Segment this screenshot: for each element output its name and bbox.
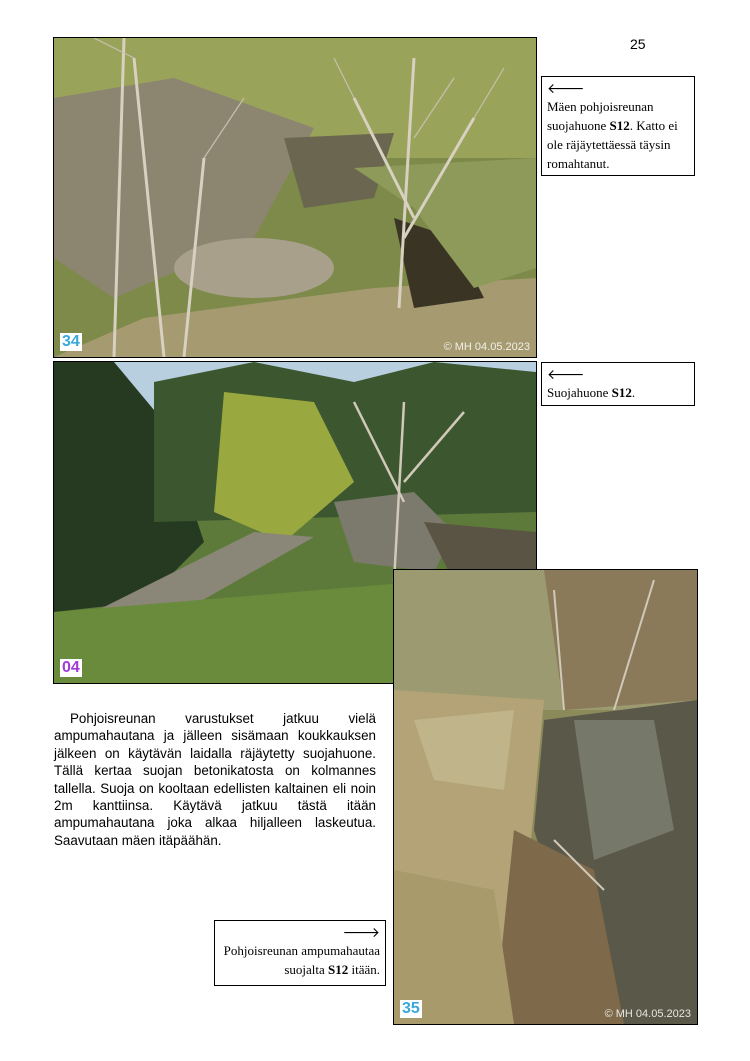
left-arrow-icon: 🡐 bbox=[547, 81, 585, 97]
caption-bold: S12 bbox=[609, 118, 630, 133]
left-arrow-icon: 🡐 bbox=[547, 367, 585, 383]
photo-34 bbox=[53, 37, 537, 358]
right-arrow-icon: 🡒 bbox=[342, 925, 380, 941]
caption-text: Mäen pohjoisreunan suojahuone bbox=[547, 99, 654, 133]
photo-copyright: © MH 04.05.2023 bbox=[604, 1008, 691, 1020]
body-paragraph: Pohjoisreunan varustukset jatkuu vielä ampumahautana ja jälleen sisämaan koukkauksen jälkeen on käytävän laidalla räjäytetty suojahuone. Tällä kertaa suojan betonikatosta on kolmannes tallella. Suoja on kooltaan edellisten kaltainen eli noin 2m kanttiinsa. Käytävä jatkuu tästä itään ampumahautana joka alkaa hiljalleen laskeutua. Saavutaan mäen itäpäähän. bbox=[54, 711, 376, 848]
photo-34-image bbox=[54, 38, 536, 357]
photo-number-badge: 04 bbox=[62, 659, 80, 676]
photo-35 bbox=[393, 569, 698, 1025]
caption-text-after: itään. bbox=[348, 962, 380, 977]
photo-35-image bbox=[394, 570, 697, 1024]
caption-bold: S12 bbox=[611, 385, 632, 400]
caption-photo-35 bbox=[214, 920, 386, 986]
photo-number-badge: 35 bbox=[402, 1000, 420, 1017]
caption-text-after: . bbox=[631, 385, 636, 400]
caption-photo-34 bbox=[541, 76, 695, 176]
caption-text: Pohjoisreunan ampumahautaa suojalta bbox=[223, 943, 380, 977]
caption-text: Suojahuone bbox=[547, 385, 612, 400]
photo-copyright: © MH 04.05.2023 bbox=[443, 341, 530, 353]
caption-bold: S12 bbox=[328, 962, 349, 977]
page-number: 25 bbox=[630, 36, 646, 52]
caption-photo-04 bbox=[541, 362, 695, 406]
photo-number-badge: 34 bbox=[62, 333, 80, 350]
caption-text-after: . Katto ei ole räjäytettäessä täysin romahtanut. bbox=[547, 118, 678, 171]
